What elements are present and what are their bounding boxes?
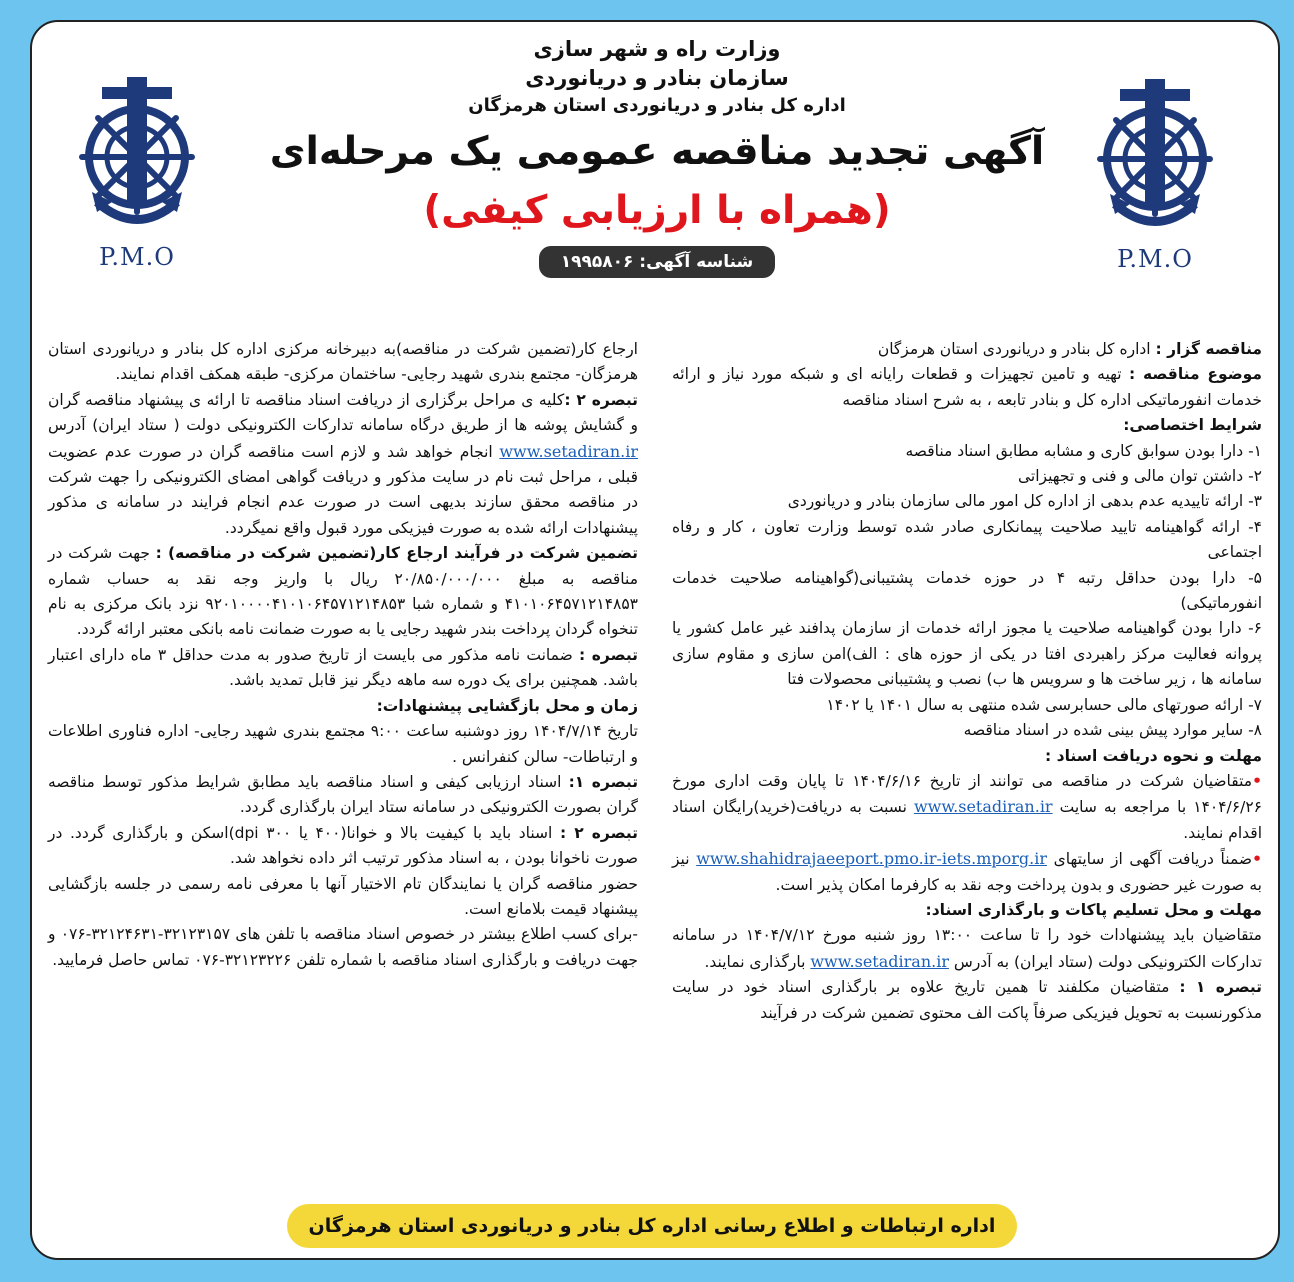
logo-text: P.M.O <box>99 243 175 271</box>
guarantee-title: تضمین شرکت در فرآیند ارجاع کار(تضمین شرکت در مناقصه) : <box>155 544 638 563</box>
opening-note1-text: اسناد ارزیابی کیفی و اسناد مناقصه باید مطابق شرایط مذکور توسط مناقصه گران بصورت الکترونیکی در سامانه ستاد ایران بارگذاری گردد. <box>48 772 638 817</box>
pmo-logo-right <box>1080 64 1230 294</box>
note2-label: تبصره ۲ : <box>564 390 638 409</box>
condition-item: ۶- دارا بودن گواهینامه صلاحیت یا مجوز ارائه خدمات از سازمان پدافند غیر عامل کشور یا پروانه فعالیت مرکز راهبردی افتا در یکی از حوزه های : الف)امن سازی و مقاوم سازی سامانه ها ، زیر ساخت ها و سرویس ها ب) نصب و پشتیبانی محصولات فتا <box>672 619 1262 689</box>
condition-item: ۳- ارائه تاییدیه عدم بدهی از اداره کل امور مالی سازمان بنادر و دریانوردی <box>787 492 1262 511</box>
notice-subtitle: (همراه با ارزیابی کیفی) <box>423 188 891 233</box>
conditions-title: شرایط اختصاصی: <box>1123 416 1262 435</box>
logo-text: P.M.O <box>1117 245 1193 273</box>
contact-text: -برای کسب اطلاع بیشتر در خصوص اسناد مناقصه با تلفن های ۳۲۱۲۳۱۵۷-۳۲۱۲۴۶۳۱-۰۷۶ و جهت دریافت و بارگذاری اسناد مناقصه با شماره تلفن ۳۲۱۲۳۲۲۶-۰۷۶ تماس حاصل فرمایید. <box>48 925 638 969</box>
note1-label: تبصره ۱ : <box>1179 978 1262 997</box>
department-name: اداره کل بنادر و دریانوردی استان هرمزگان <box>468 95 846 116</box>
note-label: تبصره : <box>578 645 638 664</box>
opening-note1-label: تبصره ۱: <box>568 772 639 791</box>
note-text: ضمانت نامه مذکور می بایست از تاریخ صدور به مدت حداقل ۳ ماه دارای اعتبار باشد. همچنین برای یک دوره سه ماهه دیگر نیز قابل تمدید باشد. <box>48 645 638 690</box>
tender-org-label: مناقصه گزار : <box>1155 340 1262 358</box>
attendance-text: حضور مناقصه گران یا نمایندگان تام الاختیار آنها با معرفی نامه رسمی در جلسه بازگشایی پیشنهاد قیمت بلامانع است. <box>48 874 638 918</box>
header <box>32 22 1278 282</box>
condition-item: ۷- ارائه صورتهای مالی حسابرسی شده منتهی به سال ۱۴۰۱ یا ۱۴۰۲ <box>826 695 1262 714</box>
organization-name: سازمان بنادر و دریانوردی <box>525 66 789 90</box>
deadline-title: مهلت و نحوه دریافت اسناد : <box>1045 746 1262 765</box>
anchor-wheel-icon <box>67 62 207 237</box>
notice-title: آگهی تجدید مناقصه عمومی یک مرحله‌ای <box>269 129 1045 174</box>
condition-item: ۸- سایر موارد پیش بینی شده در اسناد مناقصه <box>963 721 1262 740</box>
submit-title: مهلت و محل تسلیم پاکات و بارگذاری اسناد: <box>925 900 1262 919</box>
right-column <box>672 337 1262 1026</box>
deadline-text-2: ضمناً دریافت آگهی از سایتهای <box>1053 850 1253 869</box>
deadline-text-b: نسبت به دریافت(خرید)رایگان اسناد اقدام نمایند. <box>672 798 1262 842</box>
deadline-text: متقاضیان شرکت در مناقصه می توانند از تاریخ ۱۴۰۴/۶/۱۶ تا پایان وقت اداری مورخ ۱۴۰۴/۶/۲۶ با مراجعه به سایت <box>672 771 1262 817</box>
note1-text: متقاضیان مکلفند تا همین تاریخ علاوه بر بارگذاری اسناد خود در سایت مذکورنسبت به تحویل فیزیکی صرفاً پاکت الف محتوی تضمین شرکت در فرآیند <box>672 978 1262 1022</box>
anchor-wheel-icon <box>1085 64 1225 239</box>
footer-banner: اداره ارتباطات و اطلاع رسانی اداره کل بنادر و دریانوردی استان هرمزگان <box>287 1204 1017 1248</box>
intro-text: ارجاع کار(تضمین شرکت در مناقصه)به دبیرخانه مرکزی اداره کل بنادر و دریانوردی استان هرمزگان- مجتمع بندری شهید رجایی- ساختمان مرکزی- طبقه همکف اقدام نمایند. <box>48 340 638 384</box>
setadiran-link[interactable]: www.setadiran.ir <box>810 951 949 971</box>
deadline-text-2b: نیز به صورت غیر حضوری و بدون پرداخت وجه نقد به کارفرما امکان پذیر است. <box>672 850 1262 894</box>
condition-item: ۴- ارائه گواهینامه تایید صلاحیت پیمانکاری صادر شده توسط وزارت تعاون ، کار و رفاه اجتماعی <box>672 517 1262 562</box>
ministry-name: وزارت راه و شهر سازی <box>533 37 781 61</box>
opening-text: تاریخ ۱۴۰۴/۷/۱۴ روز دوشنبه ساعت ۹:۰۰ مجتمع بندری شهید رجایی- اداره فناوری اطلاعات و ارتباطات- سالن کنفرانس . <box>48 722 638 766</box>
subject: تهیه و تامین تجهیزات و قطعات رایانه ای و شبکه مورد نیاز و ارائه خدمات انفورماتیکی اداره کل و بنادر تابعه ، به شرح اسناد مناقصه <box>672 365 1262 409</box>
content-columns <box>48 337 1262 1207</box>
condition-item: ۱- دارا بودن سوابق کاری و مشابه مطابق اسناد مناقصه <box>905 441 1262 460</box>
pmo-logo-left <box>62 62 212 292</box>
opening-title: زمان و محل بازگشایی پیشنهادات: <box>376 696 638 715</box>
title-block <box>262 34 1052 278</box>
guarantee-text: جهت شرکت در مناقصه به مبلغ ۲۰/۸۵۰/۰۰۰/۰۰۰ ریال با واریز وجه نقد به حساب شماره ۴۱۰۱۰۶۴۵۷۱۲۱۴۸۵۳ و شماره شبا ۹۲۰۱۰۰۰۰۴۱۰۱۰۶۴۵۷۱۲۱۴۸۵۳ نزد بانک مرکزی به نام تنخواه گردان پرداخت بندر شهید رجایی یا به صورت ضمانت نامه بانکی معتبر ارائه گردد. <box>48 544 638 639</box>
submit-text-b: بارگذاری نمایند. <box>704 952 806 971</box>
submit-text: متقاضیان باید پیشنهادات خود را تا ساعت ۱۳:۰۰ روز شنبه مورخ ۱۴۰۴/۷/۱۲ در سامانه تدارکات الکترونیکی دولت (ستاد ایران) به آدرس <box>672 926 1262 971</box>
condition-item: ۲- داشتن توان مالی و فنی و تجهیزاتی <box>1018 467 1262 486</box>
tender-org: اداره کل بنادر و دریانوردی استان هرمزگان <box>877 340 1156 358</box>
bullet-icon: • <box>1252 771 1262 790</box>
opening-note2-text: اسناد باید با کیفیت بالا و خوانا(۴۰۰ یا ۳۰۰ dpi)اسکن و بارگذاری گردد. در صورت ناخوانا بودن ، به اسناد مذکور ترتیب اثر داده نخواهد شد. <box>48 823 638 868</box>
condition-item: ۵- دارا بودن حداقل رتبه ۴ در حوزه خدمات پشتیبانی(گواهینامه صلاحیت خدمات انفورماتیکی) <box>672 568 1262 613</box>
note2-text: کلیه ی مراحل برگزاری از دریافت اسناد مناقصه تا ارائه ی پیشنهاد مناقصه گران و گشایش پوشه ها از طریق درگاه سامانه تدارکات الکترونیکی دولت ( ستاد ایران) آدرس <box>48 390 638 435</box>
note2-text-b: انجام خواهد شد و لازم است مناقصه گران در صورت عدم عضویت قبلی ، مراحل ثبت نام در سایت مذکور و دریافت گواهی امضای الکترونیکی را جهت شرکت در مناقصه محقق سازند بدیهی است در صورت عدم انجام فرایند در سامانه ی مذکور پیشنهادات ارائه شده به صورت فیزیکی مورد قبول واقع نمیگردد. <box>48 442 638 537</box>
setadiran-link[interactable]: www.setadiran.ir <box>499 441 638 461</box>
port-sites-link[interactable]: www.shahidrajaeeport.pmo.ir-iets.mporg.ir <box>696 849 1047 869</box>
opening-note2-label: تبصره ۲ : <box>559 823 638 842</box>
setadiran-link[interactable]: www.setadiran.ir <box>913 797 1053 817</box>
notice-frame <box>30 20 1280 1260</box>
bullet-icon: • <box>1252 850 1262 869</box>
left-column <box>48 337 638 973</box>
subject-label: موضوع مناقصه : <box>1128 365 1262 384</box>
ad-id-badge: شناسه آگهی: ۱۹۹۵۸۰۶ <box>539 246 775 278</box>
